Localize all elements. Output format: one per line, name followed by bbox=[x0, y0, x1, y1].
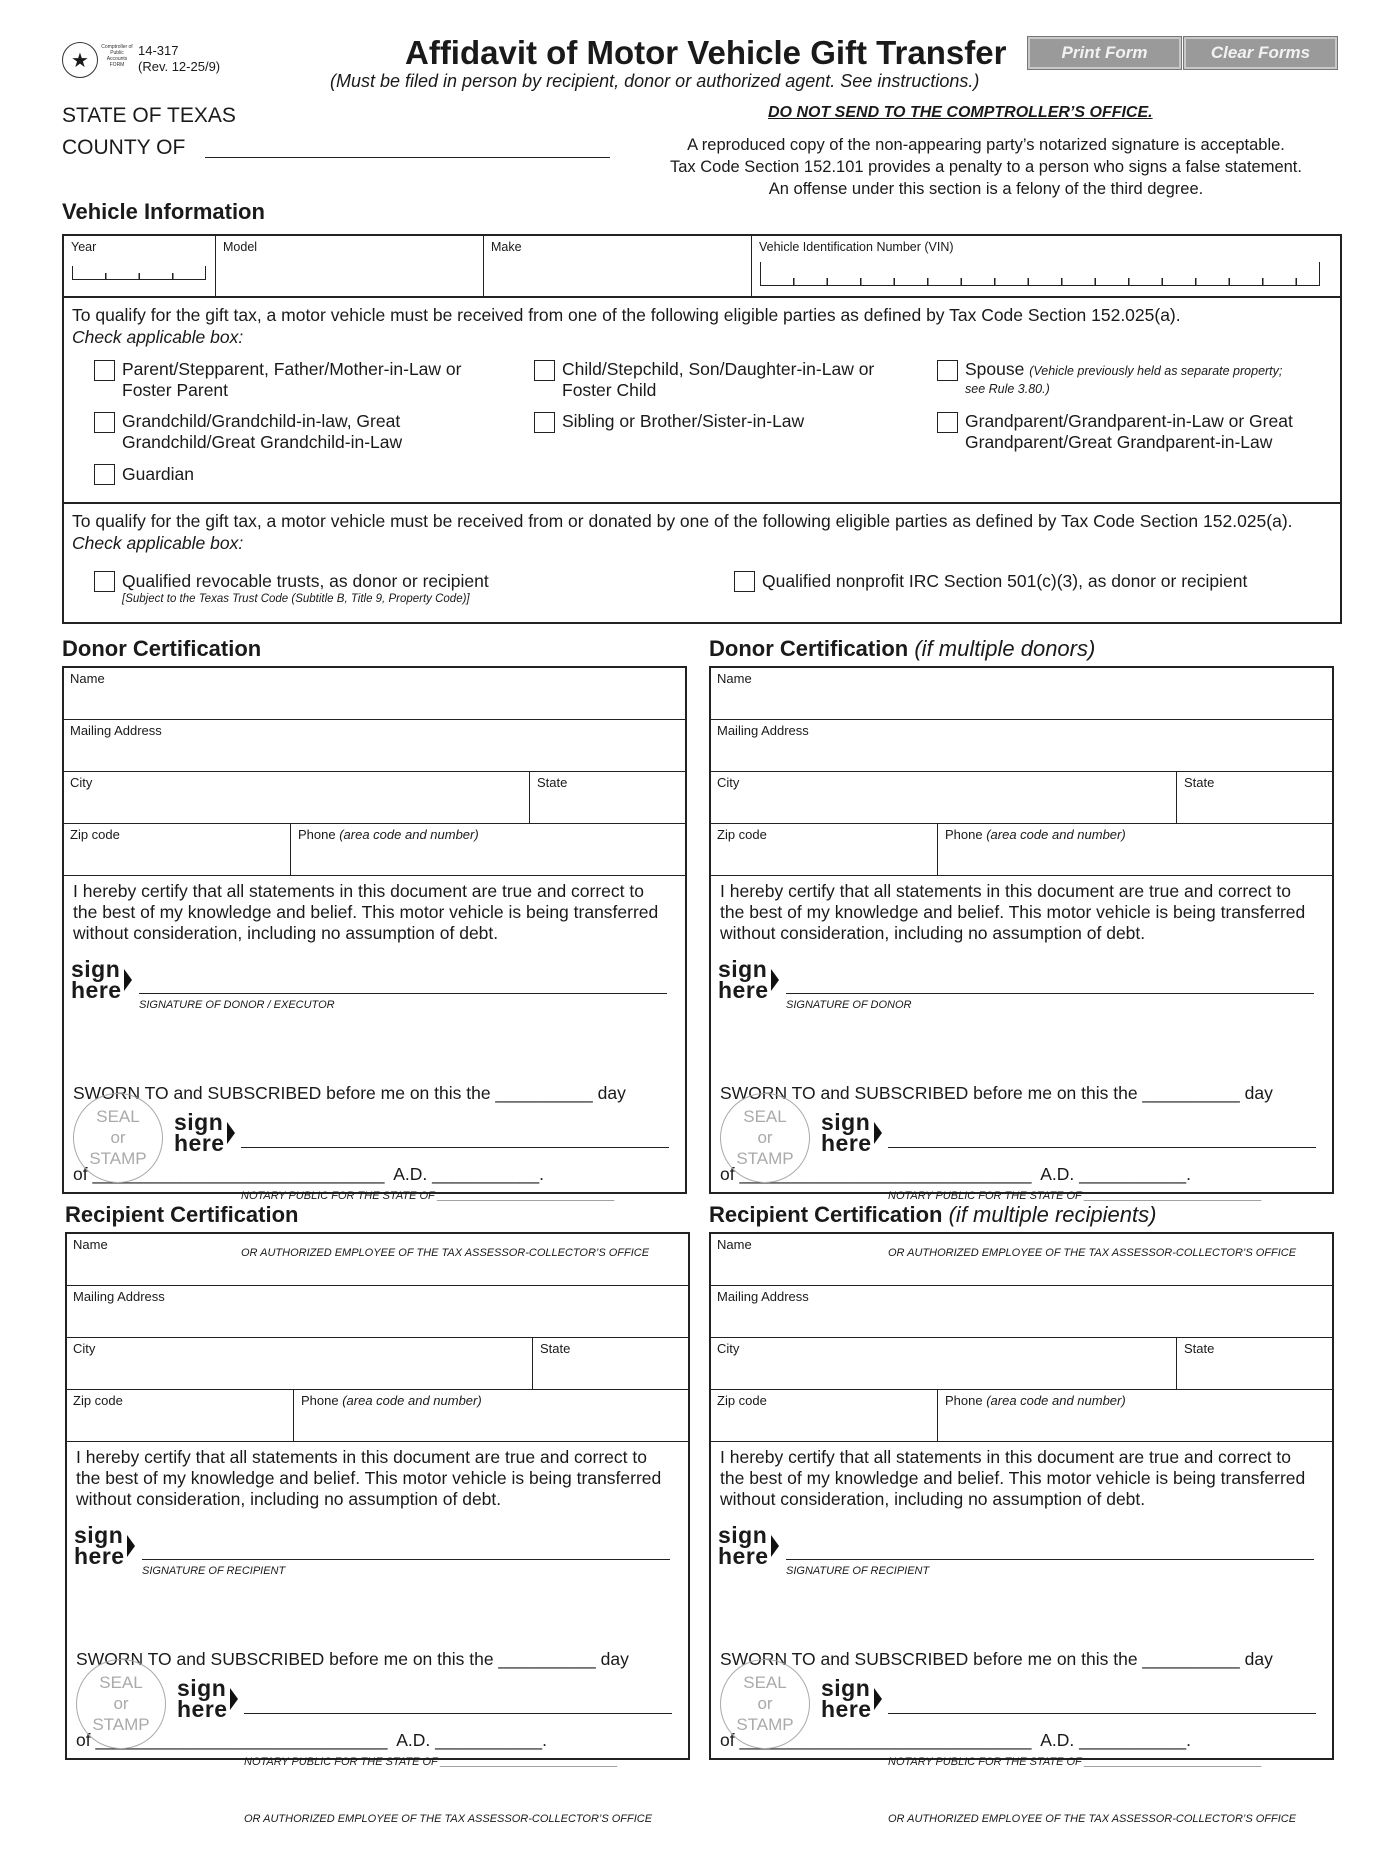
trust-checkbox[interactable] bbox=[94, 571, 115, 592]
zip-phone-row bbox=[64, 824, 685, 876]
field-label bbox=[301, 1393, 482, 1408]
warning-line: An offense under this section is a felony of the third degree. bbox=[768, 180, 1204, 198]
guardian-checkbox[interactable] bbox=[94, 464, 115, 485]
mailing-address-field[interactable] bbox=[711, 720, 1332, 772]
seal-text: or bbox=[757, 1128, 773, 1147]
sign-here-label bbox=[718, 1522, 769, 1569]
field-label: Name bbox=[717, 671, 752, 686]
sign-here-label bbox=[71, 956, 122, 1003]
vin-digit-boxes bbox=[760, 262, 1320, 286]
grandchild-option-label bbox=[122, 411, 402, 453]
seal-text: STAMP bbox=[89, 1149, 147, 1168]
field-label: Name bbox=[73, 1237, 108, 1252]
seal-text: or bbox=[110, 1128, 126, 1147]
field-label: Vehicle Identification Number (VIN) bbox=[759, 240, 954, 254]
signature-line[interactable] bbox=[786, 993, 1314, 994]
section-divider bbox=[64, 502, 1340, 504]
state-field[interactable] bbox=[530, 772, 685, 823]
seal-text: SEAL bbox=[743, 1673, 787, 1692]
sign-arrow-icon bbox=[874, 1688, 882, 1710]
sworn-line[interactable]: SWORN TO and SUBSCRIBED before me on this the __________ day bbox=[720, 1083, 1273, 1103]
notary-signature-line[interactable] bbox=[244, 1713, 672, 1714]
seal-text: STAMP bbox=[92, 1715, 150, 1734]
phone-note: (area code and number) bbox=[986, 1393, 1126, 1408]
notary-text: NOTARY PUBLIC FOR THE STATE OF _____________________________ bbox=[241, 1190, 616, 1202]
make-field[interactable] bbox=[484, 236, 752, 296]
sign-text: here bbox=[174, 1130, 225, 1156]
sworn-line[interactable]: of ______________________________ A.D. ___________. bbox=[720, 1164, 1192, 1184]
option-text: Child/Stepchild, Son/Daughter-in-Law or bbox=[562, 359, 875, 379]
sibling-checkbox[interactable] bbox=[534, 412, 555, 433]
sign-text: sign bbox=[821, 1675, 871, 1701]
state-field[interactable] bbox=[1177, 1338, 1332, 1389]
recipient-certification-box bbox=[709, 1232, 1334, 1825]
sign-here-label bbox=[718, 956, 769, 1003]
signature-caption: SIGNATURE OF DONOR / EXECUTOR bbox=[139, 999, 335, 1011]
vehicle-information-box bbox=[62, 234, 1342, 624]
trust-option-label bbox=[122, 571, 489, 606]
vehicle-section-title: Vehicle Information bbox=[62, 199, 265, 224]
sign-text: here bbox=[74, 1543, 125, 1569]
zip-phone-row bbox=[711, 1390, 1332, 1442]
comptroller-seal-icon: ★ bbox=[62, 42, 98, 78]
trust-note: [Subject to the Texas Trust Code (Subtitle B, Title 9, Property Code)] bbox=[122, 593, 470, 605]
spouse-note: see Rule 3.80.) bbox=[965, 382, 1050, 396]
option-text: Foster Parent bbox=[122, 380, 229, 400]
zip-code-field[interactable] bbox=[67, 1390, 294, 1441]
sign-text: here bbox=[821, 1696, 872, 1722]
agency-logo-text: Comptroller of Public Accounts FORM bbox=[101, 44, 133, 68]
sign-text: sign bbox=[74, 1522, 124, 1548]
zip-phone-row bbox=[711, 824, 1332, 876]
field-label: Zip code bbox=[70, 827, 120, 842]
cert-title-note: (if multiple donors) bbox=[914, 636, 1096, 661]
cert-section-title bbox=[62, 636, 261, 662]
notary-text: NOTARY PUBLIC FOR THE STATE OF _____________________________ bbox=[244, 1756, 619, 1768]
cert-section-title bbox=[65, 1202, 298, 1228]
field-label: City bbox=[717, 1341, 740, 1356]
spouse-option-label bbox=[965, 359, 1282, 396]
seal-or-stamp-area bbox=[720, 1093, 810, 1183]
parent-checkbox[interactable] bbox=[94, 360, 115, 381]
field-label: Model bbox=[223, 240, 258, 254]
name-field[interactable] bbox=[711, 1234, 1332, 1286]
option-text: Grandparent/Great Grandparent-in-Law bbox=[965, 432, 1273, 452]
sibling-option-label: Sibling or Brother/Sister-in-Law bbox=[562, 411, 805, 431]
state-label: STATE OF TEXAS bbox=[62, 104, 236, 127]
cert-title-note: (if multiple recipients) bbox=[948, 1202, 1157, 1227]
county-field[interactable] bbox=[205, 157, 610, 158]
penalty-warning bbox=[630, 134, 1342, 200]
sign-here-label bbox=[74, 1522, 125, 1569]
seal-text: SEAL bbox=[99, 1673, 143, 1692]
seal-text: STAMP bbox=[736, 1715, 794, 1734]
option-text: Grandchild/Grandchild-in-law, Great bbox=[122, 411, 401, 431]
field-label: Mailing Address bbox=[73, 1289, 165, 1304]
signature-caption: SIGNATURE OF RECIPIENT bbox=[786, 1565, 930, 1577]
signature-line[interactable] bbox=[139, 993, 667, 994]
notary-caption bbox=[244, 1715, 652, 1867]
field-label: State bbox=[537, 775, 568, 790]
phone-field[interactable] bbox=[938, 824, 1332, 875]
phone-field[interactable] bbox=[938, 1390, 1332, 1441]
clear-forms-button[interactable]: Clear Forms bbox=[1184, 37, 1337, 69]
signature-caption: SIGNATURE OF DONOR bbox=[786, 999, 912, 1011]
sign-text: here bbox=[821, 1130, 872, 1156]
form-revision: (Rev. 12-25/9) bbox=[138, 59, 221, 74]
field-label: State bbox=[1184, 775, 1215, 790]
phone-note: (area code and number) bbox=[339, 827, 479, 842]
parent-option-label bbox=[122, 359, 461, 401]
spouse-checkbox[interactable] bbox=[937, 360, 958, 381]
option-text: Grandchild/Great Grandchild-in-Law bbox=[122, 432, 403, 452]
city-field[interactable] bbox=[64, 772, 530, 823]
sworn-line[interactable]: SWORN TO and SUBSCRIBED before me on this the __________ day bbox=[720, 1649, 1273, 1669]
seal-or-stamp-area bbox=[720, 1659, 810, 1749]
seal-text: SEAL bbox=[96, 1107, 140, 1126]
notary-signature-line[interactable] bbox=[888, 1147, 1316, 1148]
field-label: Mailing Address bbox=[717, 723, 809, 738]
field-label: Mailing Address bbox=[717, 1289, 809, 1304]
city-state-row bbox=[711, 1338, 1332, 1390]
qualify-instruction-1 bbox=[72, 304, 1332, 348]
sign-text: here bbox=[718, 1543, 769, 1569]
sign-text: here bbox=[177, 1696, 228, 1722]
cert-section-title bbox=[709, 636, 1095, 662]
seal-or-stamp-area bbox=[73, 1093, 163, 1183]
print-form-button[interactable]: Print Form bbox=[1028, 37, 1181, 69]
signature-line[interactable] bbox=[142, 1559, 670, 1560]
state-field[interactable] bbox=[533, 1338, 688, 1389]
phone-label: Phone bbox=[945, 827, 983, 842]
grandchild-checkbox[interactable] bbox=[94, 412, 115, 433]
page-title: Affidavit of Motor Vehicle Gift Transfer bbox=[405, 34, 1007, 71]
sworn-line[interactable]: SWORN TO and SUBSCRIBED before me on this the __________ day bbox=[73, 1083, 626, 1103]
sign-text: sign bbox=[718, 1522, 768, 1548]
grandparent-checkbox[interactable] bbox=[937, 412, 958, 433]
notary-text: OR AUTHORIZED EMPLOYEE OF THE TAX ASSESSOR-COLLECTOR’S OFFICE bbox=[888, 1813, 1297, 1825]
cert-title-text: Donor Certification bbox=[62, 636, 262, 661]
qualify-text: To qualify for the gift tax, a motor vehicle must be received from or donated by one of the following eligible parties as defined by Tax Code Section 152.025(a). bbox=[72, 511, 1293, 531]
field-label: Name bbox=[717, 1237, 752, 1252]
name-field[interactable] bbox=[64, 668, 685, 720]
sign-arrow-icon bbox=[771, 969, 779, 991]
vehicle-fields-row bbox=[64, 236, 1340, 298]
field-label: Zip code bbox=[73, 1393, 123, 1408]
nonprofit-checkbox[interactable] bbox=[734, 571, 755, 592]
mailing-address-field[interactable] bbox=[711, 1286, 1332, 1338]
mailing-address-field[interactable] bbox=[67, 1286, 688, 1338]
mailing-address-field[interactable] bbox=[64, 720, 685, 772]
sign-text: sign bbox=[174, 1109, 224, 1135]
sign-text: sign bbox=[718, 956, 768, 982]
field-label: State bbox=[1184, 1341, 1215, 1356]
cert-title-text: Donor Certification bbox=[709, 636, 909, 661]
year-field[interactable] bbox=[64, 236, 216, 296]
field-label: Name bbox=[70, 671, 105, 686]
option-text: Parent/Stepparent, Father/Mother-in-Law or bbox=[122, 359, 462, 379]
phone-label: Phone bbox=[945, 1393, 983, 1408]
zip-code-field[interactable] bbox=[711, 1390, 938, 1441]
cert-title-text: Recipient Certification bbox=[65, 1202, 299, 1227]
sworn-line[interactable]: of ______________________________ A.D. ___________. bbox=[720, 1730, 1192, 1750]
sign-arrow-icon bbox=[127, 1535, 135, 1557]
seal-or-stamp-area bbox=[76, 1659, 166, 1749]
phone-field[interactable] bbox=[294, 1390, 688, 1441]
option-text: Spouse bbox=[965, 359, 1025, 379]
field-label: Mailing Address bbox=[70, 723, 162, 738]
field-label bbox=[945, 827, 1126, 842]
check-instruction: Check applicable box: bbox=[72, 327, 244, 347]
guardian-option-label: Guardian bbox=[122, 464, 194, 484]
notary-caption bbox=[888, 1715, 1296, 1867]
seal-text: SEAL bbox=[743, 1107, 787, 1126]
sign-text: here bbox=[71, 977, 122, 1003]
notary-text: NOTARY PUBLIC FOR THE STATE OF _____________________________ bbox=[888, 1190, 1263, 1202]
signature-caption: SIGNATURE OF RECIPIENT bbox=[142, 1565, 286, 1577]
phone-label: Phone bbox=[298, 827, 336, 842]
city-field[interactable] bbox=[67, 1338, 533, 1389]
city-state-row bbox=[711, 772, 1332, 824]
field-label: Year bbox=[71, 240, 97, 254]
recipient-certification-box bbox=[65, 1232, 690, 1825]
certification-statement: I hereby certify that all statements in this document are true and correct to the best of my knowledge and belief. This motor vehicle is being transferred without consideration, including no assumption of debt. bbox=[73, 881, 659, 943]
grandparent-option-label bbox=[965, 411, 1293, 453]
spouse-note: (Vehicle previously held as separate property; bbox=[1029, 364, 1283, 378]
nonprofit-option-label: Qualified nonprofit IRC Section 501(c)(3), as donor or recipient bbox=[762, 571, 1248, 591]
sign-text: sign bbox=[177, 1675, 227, 1701]
field-label bbox=[945, 1393, 1126, 1408]
qualify-text: To qualify for the gift tax, a motor vehicle must be received from one of the following eligible parties as defined by Tax Code Section 152.025(a). bbox=[72, 305, 1181, 325]
vin-field[interactable] bbox=[752, 236, 1340, 296]
year-digit-boxes bbox=[72, 266, 206, 280]
certification-statement: I hereby certify that all statements in this document are true and correct to the best of my knowledge and belief. This motor vehicle is being transferred without consideration, including no assumption of debt. bbox=[76, 1447, 662, 1509]
zip-code-field[interactable] bbox=[64, 824, 291, 875]
sign-text: here bbox=[718, 977, 769, 1003]
zip-phone-row bbox=[67, 1390, 688, 1442]
child-option-label bbox=[562, 359, 874, 401]
cert-title-text: Recipient Certification bbox=[709, 1202, 943, 1227]
qualify-instruction-2 bbox=[72, 510, 1336, 554]
sign-arrow-icon bbox=[124, 969, 132, 991]
cert-section-title bbox=[709, 1202, 1156, 1228]
notary-text: OR AUTHORIZED EMPLOYEE OF THE TAX ASSESSOR-COLLECTOR’S OFFICE bbox=[888, 1247, 1297, 1259]
phone-field[interactable] bbox=[291, 824, 685, 875]
option-text: Foster Child bbox=[562, 380, 657, 400]
field-label: Make bbox=[491, 240, 522, 254]
notary-sign-here-label bbox=[177, 1675, 228, 1722]
option-text: Grandparent/Grandparent-in-Law or Great bbox=[965, 411, 1293, 431]
city-field[interactable] bbox=[711, 772, 1177, 823]
phone-note: (area code and number) bbox=[986, 827, 1126, 842]
check-instruction: Check applicable box: bbox=[72, 533, 244, 553]
sworn-line[interactable]: of ______________________________ A.D. ___________. bbox=[73, 1164, 545, 1184]
seal-text: or bbox=[757, 1694, 773, 1713]
notary-signature-line[interactable] bbox=[888, 1713, 1316, 1714]
warning-line: A reproduced copy of the non-appearing party’s notarized signature is acceptable. bbox=[687, 136, 1285, 154]
sign-arrow-icon bbox=[227, 1122, 235, 1144]
state-field[interactable] bbox=[1177, 772, 1332, 823]
field-label bbox=[298, 827, 479, 842]
sworn-line[interactable]: of ______________________________ A.D. ___________. bbox=[76, 1730, 548, 1750]
sworn-line[interactable]: SWORN TO and SUBSCRIBED before me on this the __________ day bbox=[76, 1649, 629, 1669]
warning-line: Tax Code Section 152.101 provides a penalty to a person who signs a false statement. bbox=[670, 158, 1302, 176]
county-label: COUNTY OF bbox=[62, 136, 186, 159]
sign-text: sign bbox=[821, 1109, 871, 1135]
sign-arrow-icon bbox=[771, 1535, 779, 1557]
city-state-row bbox=[64, 772, 685, 824]
phone-note: (area code and number) bbox=[342, 1393, 482, 1408]
sign-arrow-icon bbox=[874, 1122, 882, 1144]
page-subtitle: (Must be filed in person by recipient, donor or authorized agent. See instructions.) bbox=[330, 71, 980, 91]
field-label: City bbox=[73, 1341, 96, 1356]
do-not-send-notice: DO NOT SEND TO THE COMPTROLLER’S OFFICE. bbox=[768, 104, 1153, 121]
field-label: Zip code bbox=[717, 827, 767, 842]
notary-signature-line[interactable] bbox=[241, 1147, 669, 1148]
field-label: City bbox=[70, 775, 93, 790]
city-field[interactable] bbox=[711, 1338, 1177, 1389]
signature-line[interactable] bbox=[786, 1559, 1314, 1560]
seal-text: STAMP bbox=[736, 1149, 794, 1168]
notary-text: OR AUTHORIZED EMPLOYEE OF THE TAX ASSESSOR-COLLECTOR’S OFFICE bbox=[244, 1813, 653, 1825]
phone-label: Phone bbox=[301, 1393, 339, 1408]
child-checkbox[interactable] bbox=[534, 360, 555, 381]
certification-statement: I hereby certify that all statements in this document are true and correct to the best of my knowledge and belief. This motor vehicle is being transferred without consideration, including no assumption of debt. bbox=[720, 881, 1306, 943]
notary-sign-here-label bbox=[821, 1675, 872, 1722]
notary-text: NOTARY PUBLIC FOR THE STATE OF _____________________________ bbox=[888, 1756, 1263, 1768]
notary-text: OR AUTHORIZED EMPLOYEE OF THE TAX ASSESSOR-COLLECTOR’S OFFICE bbox=[241, 1247, 650, 1259]
field-label: City bbox=[717, 775, 740, 790]
seal-text: or bbox=[113, 1694, 129, 1713]
field-label: Zip code bbox=[717, 1393, 767, 1408]
name-field[interactable] bbox=[67, 1234, 688, 1286]
field-label: State bbox=[540, 1341, 571, 1356]
notary-sign-here-label bbox=[821, 1109, 872, 1156]
form-number-block bbox=[138, 43, 220, 75]
certification-statement: I hereby certify that all statements in this document are true and correct to the best of my knowledge and belief. This motor vehicle is being transferred without consideration, including no assumption of debt. bbox=[720, 1447, 1306, 1509]
model-field[interactable] bbox=[216, 236, 484, 296]
notary-sign-here-label bbox=[174, 1109, 225, 1156]
option-text: Qualified revocable trusts, as donor or recipient bbox=[122, 571, 489, 591]
city-state-row bbox=[67, 1338, 688, 1390]
form-number: 14-317 bbox=[138, 43, 179, 58]
zip-code-field[interactable] bbox=[711, 824, 938, 875]
sign-arrow-icon bbox=[230, 1688, 238, 1710]
name-field[interactable] bbox=[711, 668, 1332, 720]
sign-text: sign bbox=[71, 956, 121, 982]
